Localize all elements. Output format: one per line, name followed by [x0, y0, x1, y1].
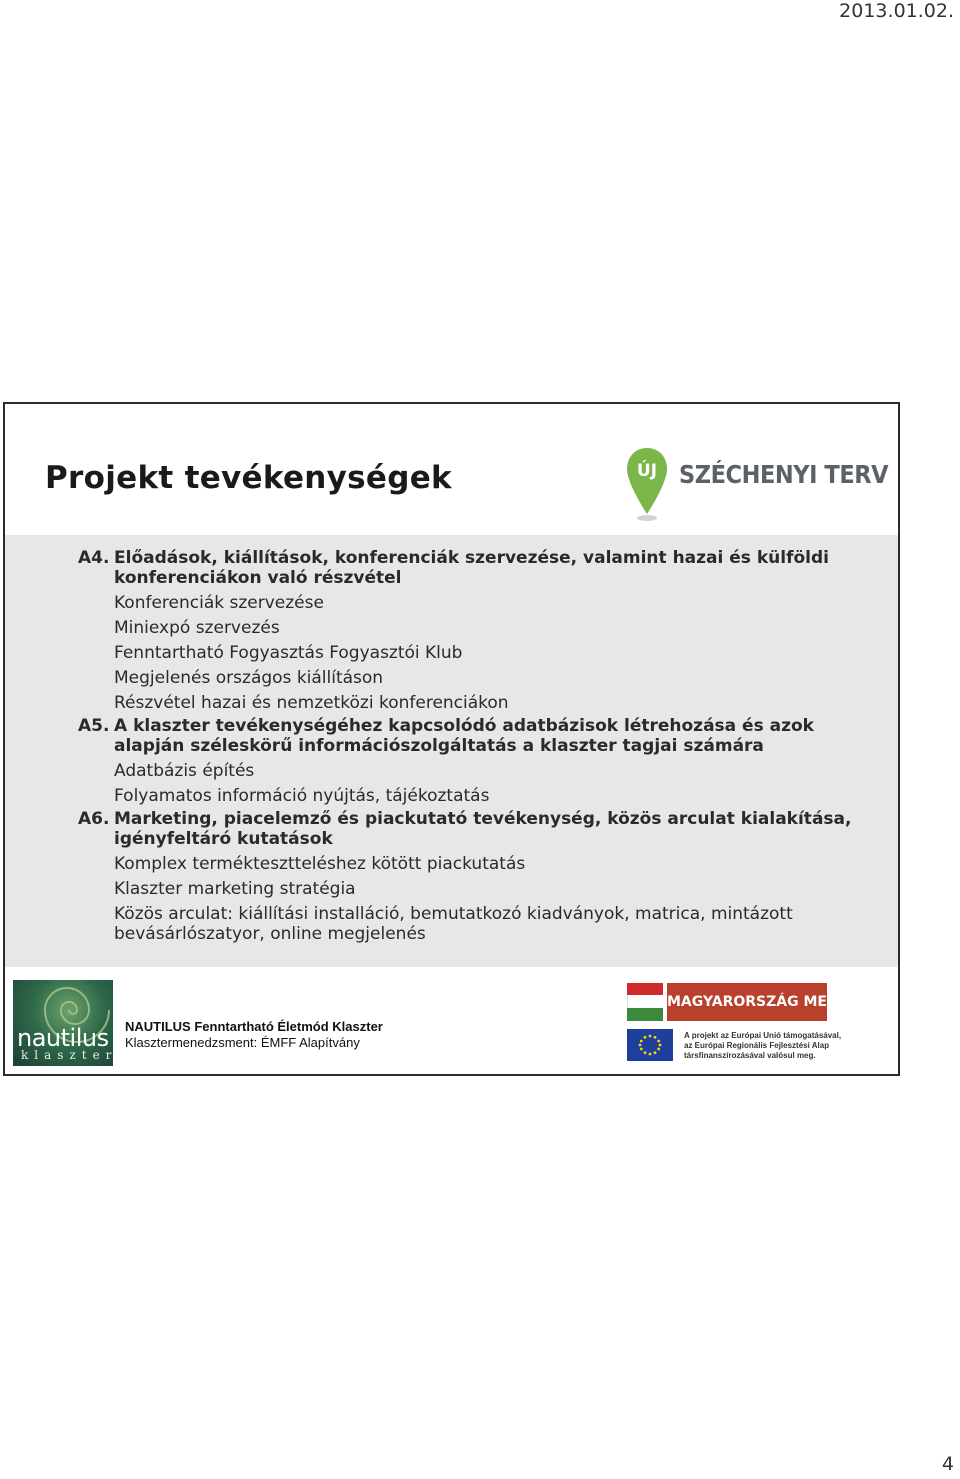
location-pin-icon: [623, 444, 673, 524]
eu-line: társfinanszírozásával valósul meg.: [684, 1051, 816, 1060]
list-item: Konferenciák szervezése: [114, 593, 324, 613]
content-panel: [5, 535, 898, 967]
list-item: Részvétel hazai és nemzetközi konferenciákon: [114, 693, 509, 713]
list-item: Folyamatos információ nyújtás, tájékoztatás: [114, 786, 490, 806]
logo-pin-text: ÚJ: [636, 461, 658, 481]
eu-text: [684, 1031, 841, 1061]
nautilus-word: nautilus: [17, 1024, 109, 1052]
hungarian-flag-icon: [627, 983, 663, 1021]
section-heading: [78, 548, 878, 588]
eu-line: A projekt az Európai Unió támogatásával,: [684, 1031, 842, 1040]
section-title: Előadások, kiállítások, konferenciák szervezése, valamint hazai és külföldi konferenciákon való részvétel: [114, 548, 829, 588]
szechenyi-terv-logo: [623, 444, 889, 524]
eu-funding-notice: [627, 1029, 847, 1063]
section-title: Marketing, piacelemző és piackutató tevékenység, közös arculat kialakítása, igényfeltáró kutatások: [114, 809, 852, 849]
slide: [3, 402, 900, 1076]
section-code: A5.: [78, 716, 110, 736]
section-a4: [78, 548, 878, 713]
logo-text: SZÉCHENYI TERV: [679, 460, 889, 489]
cluster-management: Klasztermenedzsment: ÉMFF Alapítvány: [125, 1035, 360, 1050]
section-title: A klaszter tevékenységéhez kapcsolódó adatbázisok létrehozása és azok alapján széleskörű információszolgáltatás a klaszter tagjai számára: [114, 716, 814, 756]
page-number: 4: [941, 1453, 954, 1475]
organization-name: NAUTILUS Fenntartható Életmód Klaszter: [125, 1019, 383, 1034]
nautilus-sub: klaszter: [21, 1048, 118, 1062]
mm-banner: MAGYARORSZÁG MEGÚJUL: [667, 983, 827, 1021]
section-code: A4.: [78, 548, 110, 568]
nautilus-klaszter-logo: [13, 980, 118, 1066]
list-item: Miniexpó szervezés: [114, 618, 280, 638]
slide-title: Projekt tevékenységek: [45, 460, 452, 496]
list-item: Adatbázis építés: [114, 761, 255, 781]
slide-footer: [5, 967, 898, 1074]
section-heading: [78, 716, 878, 756]
section-a5: [78, 716, 878, 806]
page-date: 2013.01.02.: [839, 0, 954, 22]
list-item: Közös arculat: kiállítási installáció, bemutatkozó kiadványok, matrica, mintázott bevásárlószatyor, online megjelenés: [114, 904, 793, 944]
section-a6: [78, 809, 878, 944]
footer-text: [125, 1019, 383, 1050]
eu-line: az Európai Regionális Fejlesztési Alap: [684, 1041, 830, 1050]
list-item: Klaszter marketing stratégia: [114, 879, 356, 899]
eu-flag-icon: [627, 1029, 673, 1061]
list-item: Komplex terméktesztteléshez kötött piackutatás: [114, 854, 526, 874]
magyarorszag-megujul-logo: [627, 983, 876, 1021]
section-code: A6.: [78, 809, 110, 829]
activity-list: [78, 545, 878, 944]
section-heading: [78, 809, 878, 849]
list-item: Fenntartható Fogyasztás Fogyasztói Klub: [114, 643, 463, 663]
list-item: Megjelenés országos kiállításon: [114, 668, 384, 688]
